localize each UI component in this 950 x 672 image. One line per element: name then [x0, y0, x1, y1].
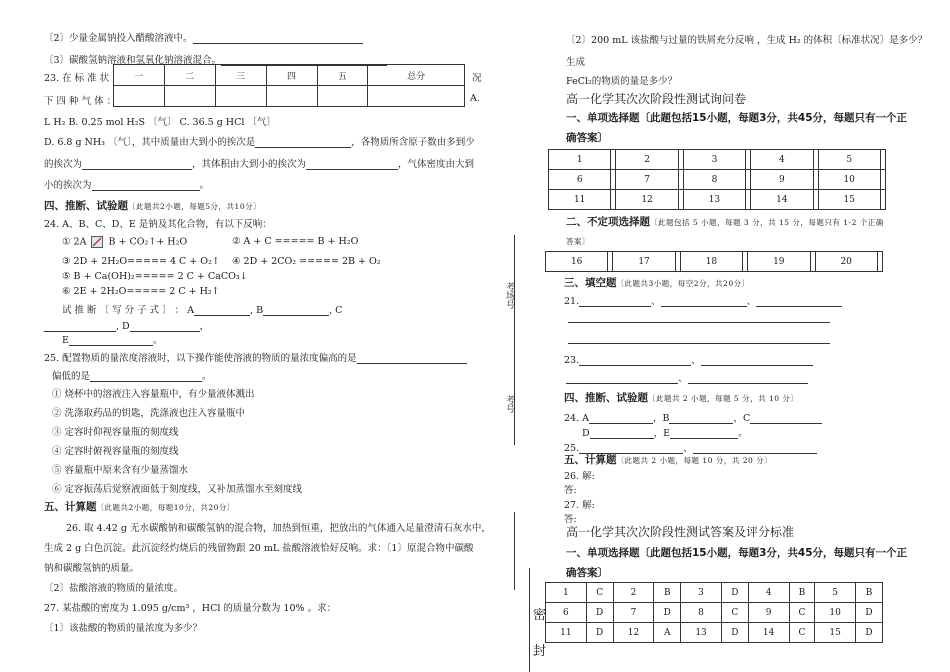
score-header: 四 — [266, 65, 317, 86]
key-answer: B — [856, 583, 883, 603]
q24-answer-line2: D ，E 。 — [582, 428, 748, 439]
exam-no-label: 考号 — [504, 395, 514, 413]
q26-line2: 生成 2 g 白色沉淀。此沉淀经灼烧后的残留物跟 20 mL 盐酸溶液恰好反响。求：〔1〕原混合物中碳酸 — [44, 543, 474, 554]
q22-part2: 〔2〕少量金属钠投入醋酸溶液中。 — [44, 30, 363, 44]
heat-symbol-icon — [91, 236, 103, 248]
key-answer: D — [721, 583, 748, 603]
q25-option: ③ 定容时仰视容量瓶的刻度线 — [52, 427, 179, 438]
left-section4-heading: 四、推断、试验题〔此题共2小题，每题5分，共10分〕 — [44, 200, 262, 212]
seal-char-feng: 封 — [533, 644, 547, 659]
key-number: 10 — [815, 603, 856, 623]
key-number: 3 — [681, 583, 722, 603]
q27-answer-label: 答: — [564, 514, 577, 525]
question-number: 12 — [616, 190, 678, 210]
score-header: 五 — [317, 65, 368, 86]
question-number: 1 — [549, 150, 611, 170]
reaction-3: ③ 2D + 2H₂O===== 4 C + O₂↑ — [62, 256, 220, 267]
score-cell[interactable] — [215, 86, 266, 107]
question-number: 18 — [680, 252, 742, 272]
q22-answer-line[interactable] — [568, 322, 830, 323]
score-header: 三 — [215, 65, 266, 86]
answer-grid-single — [548, 149, 886, 210]
key-answer: D — [586, 623, 613, 643]
question-number: 3 — [683, 150, 745, 170]
q23-line2-end: A. — [470, 93, 480, 104]
reaction-2: ② A + C ===== B + H₂O — [232, 236, 359, 247]
key-number: 4 — [748, 583, 789, 603]
score-header: 二 — [164, 65, 215, 86]
key-answer: A — [654, 623, 681, 643]
q26-line1: 26. 取 4.42 g 无水碳酸钠和碳酸氢钠的混合物，加热到恒重，把放出的气体通入足量澄清石灰水中， — [66, 523, 491, 534]
q22-answer-line[interactable] — [568, 343, 830, 344]
key-number: 2 — [613, 583, 654, 603]
score-cell[interactable] — [317, 86, 368, 107]
score-cell[interactable] — [164, 86, 215, 107]
answer-cell[interactable] — [880, 170, 885, 190]
binding-line-2 — [514, 512, 515, 590]
q25-option: ① 烧杯中的溶液注入容量瓶中，有少量液体溅出 — [52, 389, 255, 400]
q23-line1-end: 况 — [472, 73, 482, 84]
q27-part3: FeCl₂的物质的量是多少？ — [566, 76, 678, 87]
key-number: 14 — [748, 623, 789, 643]
q24-intro: 24. A、B、C、D、E 是钠及其化合物，有以下反响： — [44, 219, 272, 230]
question-number: 14 — [751, 190, 813, 210]
question-number: 20 — [815, 252, 877, 272]
key-answer: B — [654, 583, 681, 603]
key-number: 13 — [681, 623, 722, 643]
q25-answer-line: 25. 、 — [564, 440, 817, 454]
key-number: 11 — [546, 623, 587, 643]
seal-char-mi: 密 — [533, 608, 547, 623]
q25-prompt: 25. 配置物质的量浓度溶液时，以下操作能使溶液的物质的量浓度偏高的是 — [44, 350, 467, 364]
key-answer: C — [586, 583, 613, 603]
q23-line3: L H₂ B. 0.25 mol H₂S 〔气〕 C. 36.5 g HCl 〔气〕 — [44, 117, 276, 128]
question-number: 10 — [818, 170, 880, 190]
sec1-heading: 一、单项选择题〔此题包括15小题，每题3分，共45分，每题只有一个正 — [566, 112, 908, 124]
binding-line-1 — [514, 235, 515, 445]
score-cell[interactable] — [266, 86, 317, 107]
q27-part2-cont: 生成 — [566, 57, 586, 68]
q26-line3: 钠和碳酸氢钠的质量。 — [44, 563, 140, 574]
key-answer: C — [789, 623, 815, 643]
right-section5-heading: 五、计算题〔此题共 2 小题，每题 10 分，共 20 分〕 — [564, 454, 773, 466]
key-number: 15 — [815, 623, 856, 643]
question-number: 13 — [683, 190, 745, 210]
q23-line5: 的挨次为 ，其体积由大到小的挨次为 ，气体密度由大到 — [44, 159, 475, 170]
key-number: 9 — [748, 603, 789, 623]
question-number: 5 — [818, 150, 880, 170]
q27-line1: 27. 某盐酸的密度为 1.095 g/cm³ ，HCl 的质量分数为 10% 。求： — [44, 603, 337, 614]
q22-part3: 〔3〕碳酸氢钠溶液和氢氧化钠溶液混合。 — [44, 52, 387, 66]
key-number: 12 — [613, 623, 654, 643]
q27-line2: 〔1〕该盐酸的物质的量浓度为多少？ — [44, 623, 203, 634]
left-section5-heading: 五、计算题〔此题共2小题，每题10分，共20分〕 — [44, 501, 235, 513]
answer-grid-multi — [545, 251, 883, 272]
key-number: 1 — [546, 583, 587, 603]
key-answer: C — [789, 603, 815, 623]
score-cell[interactable] — [368, 86, 465, 107]
sec2-heading: 二、不定项选择题〔此题包括 5 小题，每题 3 分，共 15 分，每题只有 1-2 个正确 — [566, 216, 884, 228]
question-number: 8 — [683, 170, 745, 190]
answer-cell[interactable] — [877, 252, 882, 272]
key-answer: C — [721, 603, 748, 623]
question-number: 6 — [549, 170, 611, 190]
q23-line2: 下 四 种 气 体 ： — [44, 96, 117, 107]
key-number: 6 — [546, 603, 587, 623]
answer-key-grid — [545, 582, 883, 643]
question-number: 17 — [613, 252, 675, 272]
reaction-6: ⑥ 2E + 2H₂O===== 2 C + H₂↑ — [62, 286, 220, 297]
q23-line6: 小的挨次为 。 — [44, 180, 210, 191]
sec3-heading: 三、填空题〔此题共3小题，每空2分，共20分〕 — [564, 277, 750, 289]
q24-infer-line3: E 。 — [62, 335, 163, 346]
answer-cell[interactable] — [880, 190, 885, 210]
sec2-heading-cont: 答案〕 — [566, 237, 590, 246]
question-number: 11 — [549, 190, 611, 210]
score-cell[interactable] — [114, 86, 165, 107]
q23-line4: D. 6.8 g NH₃ 〔气〕，其中质量由大到小的挨次是 ，各物质所含原子数由多到少 — [44, 137, 475, 148]
q25-option: ④ 定容时俯视容量瓶的刻度线 — [52, 446, 179, 457]
q25-option: ⑤ 容量瓶中原来含有少量蒸馏水 — [52, 465, 189, 476]
key-number: 7 — [613, 603, 654, 623]
score-header: 一 — [114, 65, 165, 86]
q23-line1: 23. 在 标 准 状 — [44, 73, 110, 84]
reaction-5: ⑤ B + Ca(OH)₂===== 2 C + CaCO₃↓ — [62, 271, 248, 282]
reaction-1: ① 2A B + CO₂↑+ H₂O — [62, 236, 188, 248]
q27-solution-label: 27. 解: — [564, 500, 595, 511]
key-sec1-heading-cont: 确答案〕 — [566, 567, 608, 579]
q21-answer-line: 21. 、 、 — [564, 293, 842, 307]
q25-option: ② 洗涤取药品的钥匙，洗涤液也注入容量瓶中 — [52, 408, 246, 419]
q23-answer-line: 23. 、 — [564, 352, 813, 366]
q26-answer-label: 答: — [564, 485, 577, 496]
key-answer: D — [586, 603, 613, 623]
question-number: 19 — [748, 252, 810, 272]
answer-cell[interactable] — [880, 150, 885, 170]
reaction-4: ④ 2D + 2CO₂ ===== 2B + O₂ — [232, 256, 381, 267]
score-table — [113, 64, 465, 107]
question-number: 15 — [818, 190, 880, 210]
score-header: 总分 — [368, 65, 465, 86]
q26-line4: 〔2〕盐酸溶液的物质的量浓度。 — [44, 583, 184, 594]
q24-infer-line2: , D ， — [44, 318, 209, 332]
answer-sheet-title: 高一化学其次次阶段性测试询问卷 — [566, 92, 747, 106]
key-answer: D — [856, 603, 883, 623]
question-number: 7 — [616, 170, 678, 190]
binding-line-3 — [529, 568, 530, 672]
answer-key-title: 高一化学其次次阶段性测试答案及评分标准 — [566, 525, 795, 539]
key-answer: D — [721, 623, 748, 643]
q24-answer-line: 24. A ，B ，C — [564, 410, 822, 424]
q25-low: 偏低的是 。 — [52, 371, 212, 382]
key-sec1-heading: 一、单项选择题〔此题包括15小题，每题3分，共45分，每题只有一个正 — [566, 547, 908, 559]
question-number: 4 — [751, 150, 813, 170]
key-answer: B — [789, 583, 815, 603]
question-number: 2 — [616, 150, 678, 170]
key-answer: D — [856, 623, 883, 643]
key-number: 8 — [681, 603, 722, 623]
q26-solution-label: 26. 解: — [564, 471, 595, 482]
question-number: 9 — [751, 170, 813, 190]
key-number: 5 — [815, 583, 856, 603]
q27-part2: 〔2〕200 mL 该盐酸与过量的铁屑充分反响 ，生成 H₂ 的体积〔标准状况〕是多少？ — [566, 35, 928, 46]
sec1-heading-cont: 确答案〕 — [566, 132, 608, 144]
right-section4-heading: 四、推断、试验题〔此题共 2 小题，每题 5 分，共 10 分〕 — [564, 392, 799, 404]
q23-answer-line2: 、 — [566, 370, 808, 384]
seat-label: 考场号 — [504, 282, 514, 309]
q24-infer-line: 试 推 断 〔 写 分 子 式 〕 ： A , B , C — [62, 305, 343, 316]
key-answer: D — [654, 603, 681, 623]
question-number: 16 — [546, 252, 608, 272]
q25-option: ⑥ 定容振荡后觉察液面低于刻度线，又补加蒸馏水至刻度线 — [52, 484, 303, 495]
